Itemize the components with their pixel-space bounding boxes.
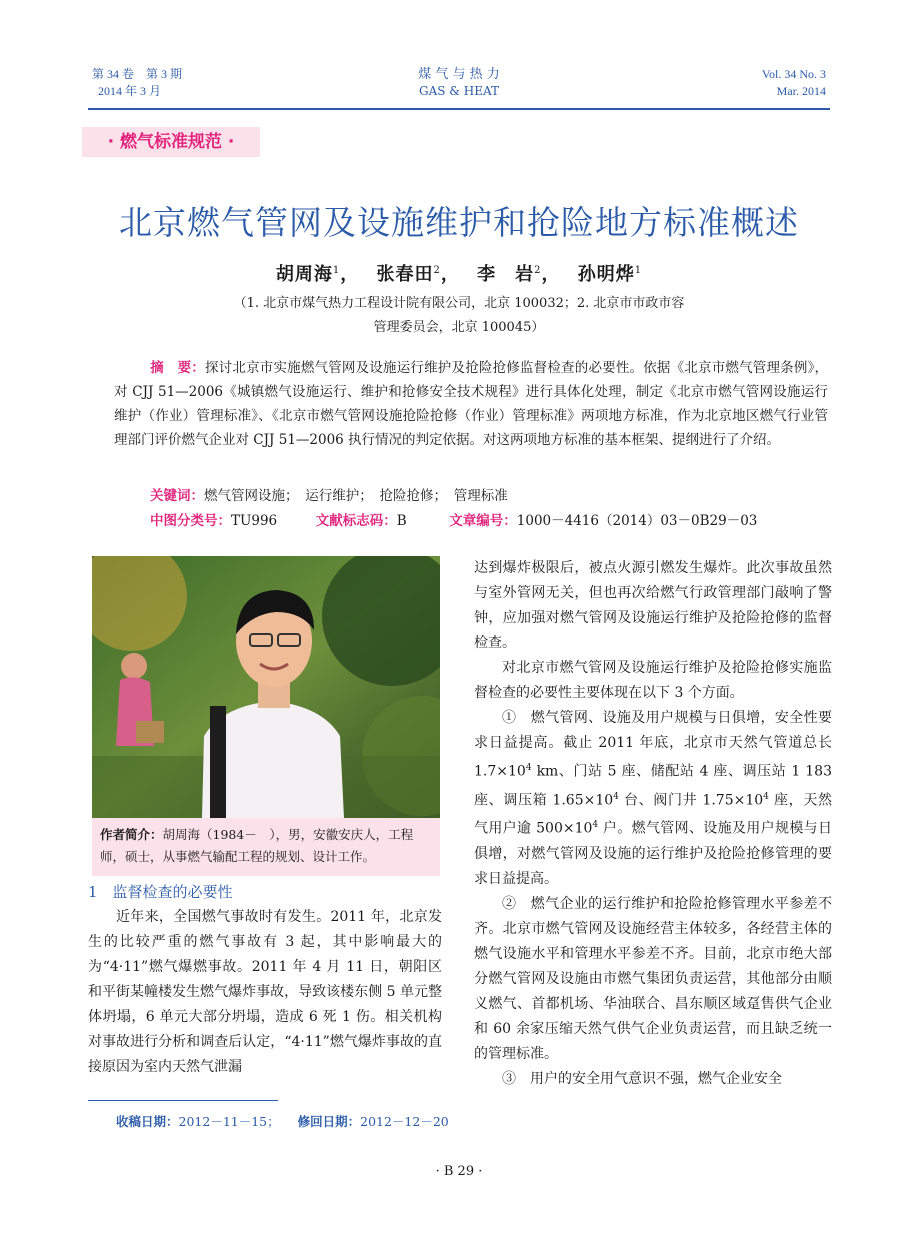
- revised-value: 2012－12－20: [360, 1114, 449, 1129]
- text-run: 座，天然气用户逾 500×10: [474, 792, 832, 837]
- abstract: [114, 356, 828, 452]
- received-value: 2012－11－15；: [178, 1114, 280, 1129]
- journal-name-en: GAS & HEAT: [418, 84, 500, 98]
- text-run: 台、阀门井 1.75×10: [618, 792, 764, 809]
- author-name: 李 岩: [477, 264, 535, 285]
- section-tag: · 燃气标准规范 ·: [82, 127, 260, 157]
- journal-name: [380, 66, 538, 100]
- affiliation-line: （1. 北京市煤气热力工程设计院有限公司，北京 100032；2. 北京市市政市容: [233, 296, 685, 311]
- exponent: 4: [763, 791, 769, 802]
- affiliations: [40, 292, 878, 340]
- author-list: 胡周海$^1$， 张春田$^2$， 李 岩$^2$， 孙明烨$^1$: [275, 264, 643, 285]
- body-paragraph: [474, 706, 832, 892]
- body-paragraph: ② 燃气企业的运行维护和抢险抢修管理水平参差不齐。北京市燃气管网及设施经营主体较多，各经营主体的燃气设施水平和管理水平参差不齐。目前，北京市绝大部分燃气管网及设施由市燃气集团负责运营，其他部分由顺义燃气、首都机场、华油联合、昌东顺区域趸售供气企业和 60 余家压缩天然气供气企业负责运营，而且缺乏统一的管理标准。: [474, 895, 832, 1062]
- clc-value: TU996: [231, 513, 278, 529]
- footnote-dates: [116, 1112, 449, 1130]
- author-affil-marker: 1: [332, 265, 341, 276]
- bio-label: 作者简介：: [100, 827, 163, 842]
- page-number: · B 29 ·: [435, 1164, 483, 1179]
- text-run: ① 燃气管网、设施及用户规模与日俱增，安全性要求日益提高。截止 2011 年底，北京市天然气管道总长 1.7×10: [474, 710, 832, 780]
- exponent: 4: [525, 763, 532, 773]
- text-run: km、门站 5 座、储配站 4 座、调压站 1 183 座、调压箱 1.65×10: [474, 763, 832, 809]
- keywords-label: 关键词：: [150, 488, 204, 504]
- abstract-text: 探讨北京市实施燃气管网及设施运行维护及抢险抢修监督检查的必要性。依据《北京市燃气管理条例》，对 CJJ 51—2006《城镇燃气设施运行、维护和抢修安全技术规程》进行具体化处理，制定《北京市燃气管网设施运行维护（作业）管理标准》、《北京市燃气管网设施抢险抢修（作业）管理标准》两项地方标准，作为北京地区燃气行业管理部门评价燃气企业对 CJJ 51—2006 执行情况的判定依据。对这两项地方标准的基本框架、提纲进行了介绍。: [114, 360, 829, 448]
- body-paragraph: 对北京市燃气管网及设施运行维护及抢险抢修实施监督检查的必要性主要体现在以下 3 个方面。: [474, 660, 832, 701]
- received-label: 收稿日期：: [116, 1114, 179, 1129]
- exponent: 4: [592, 820, 599, 831]
- footnote-divider: [88, 1100, 278, 1101]
- body-paragraph: ③ 用户的安全用气意识不强，燃气企业安全: [502, 1070, 782, 1087]
- article-number-value: 1000－4416（2014）03－0B29－03: [516, 513, 758, 529]
- author-photo-image: [92, 556, 440, 818]
- header-divider: [88, 108, 830, 110]
- bio-text: 胡周海（1984－ ），男，安徽安庆人，工程师，硕士，从事燃气输配工程的规划、设计工作。: [100, 827, 414, 864]
- volume-issue-cn: 第 34 卷 第 3 期: [92, 67, 183, 81]
- journal-volume-issue: [92, 66, 182, 100]
- author-affil-marker: 2: [433, 265, 441, 276]
- keywords: [150, 484, 508, 508]
- doc-code-value: B: [396, 513, 407, 529]
- text-run: 户。燃气管网、设施及用户规模与日俱增，对燃气管网及设施的运行维护及抢险抢修管理的要求日益提高。: [474, 820, 832, 887]
- classification-line: [150, 509, 757, 533]
- article-title: 北京燃气管网及设施维护和抢险地方标准概述: [119, 203, 799, 242]
- keywords-text: 燃气管网设施； 运行维护； 抢险抢修； 管理标准: [204, 488, 508, 504]
- author-affil-marker: 2: [534, 265, 542, 276]
- article-number-label: 文章编号：: [449, 513, 517, 529]
- journal-name-cn: 煤 气 与 热 力: [418, 67, 500, 82]
- affiliation-line: 管理委员会，北京 100045）: [373, 320, 545, 335]
- right-column: [474, 556, 832, 1092]
- author-name: 胡周海: [275, 264, 333, 285]
- left-column: [88, 880, 442, 1080]
- body-paragraph: 达到爆炸极限后，被点火源引燃发生爆炸。此次事故虽然与室外管网无关，但也再次给燃气行政管理部门敲响了警钟，应加强对燃气管网及设施运行维护及抢险抢修的监督检查。: [474, 560, 832, 651]
- revised-label: 修回日期：: [297, 1114, 361, 1129]
- exponent: 4: [613, 791, 619, 802]
- date-cn: 2014 年 3 月: [98, 84, 162, 98]
- author-name: 孙明烨: [577, 264, 635, 285]
- doc-code-label: 文献标志码：: [315, 513, 397, 529]
- clc-label: 中图分类号：: [150, 513, 231, 529]
- author-bio: [92, 818, 440, 876]
- author-photo: [92, 556, 440, 818]
- body-paragraph: 近年来，全国燃气事故时有发生。2011 年，北京发生的比较严重的燃气事故有 3 起，其中影响最大的为“4·11”燃气爆燃事故。2011 年 4 月 11 日，朝阳区和平街某幢楼发生燃气爆炸事故，导致该楼东侧 5 单元整体坍塌，6 单元大部分坍塌，造成 6 死 1 伤。相关机构对事故进行分析和调查后认定，“4·11”燃气爆炸事故的直接原因为室内天然气泄漏: [88, 909, 442, 1075]
- section-heading: 1 监督检查的必要性: [88, 883, 233, 901]
- author-name: 张春田: [376, 264, 434, 285]
- journal-volume-en: [700, 66, 826, 100]
- author-affil-marker: 1: [634, 265, 643, 276]
- date-en: Mar. 2014: [776, 84, 826, 98]
- abstract-label: 摘 要：: [150, 360, 205, 376]
- volume-issue-en: Vol. 34 No. 3: [761, 67, 826, 81]
